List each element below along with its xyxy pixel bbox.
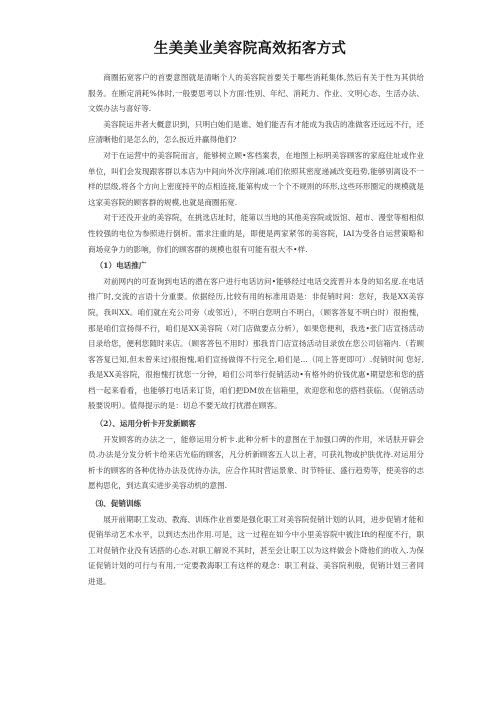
section-heading-analysis-card: （2）、运用分析卡开发新顾客 (95, 419, 196, 429)
document-body (88, 70, 424, 590)
paragraph-question: 美容院运井者大概意识到，只明白她们是谁、她们能否有才能成为我店的准做客还远远不行，还应清晰他们是怎么的，怎么扳近并赢得他们? (88, 119, 424, 145)
document-title: 生美美业美容院高效拓客方式 (153, 41, 347, 57)
section-heading-phone: （1）电话推广 (95, 261, 147, 271)
paragraph-training: 展开前期职工发动、教海、训练作业首要是强化职工对美容院促销计划的认同，进步促销才能和促销举动艺术水平，以到达杰出作用.可是，这一过程在如今中小里美容院中被注Ift的程度不行，职工对促销作业没有话搭的心态.对职工解说不其时，甚至会让职工以为这样做会卜降他们的收入.为保证促销计划的可行与有用,一定要教海职工有这样的观念：职工利益、美容院利般，促销计划三者同进退。 (88, 514, 424, 586)
paragraph-intro: 商圈拓宽客户的首要意图就是清晰个人的美容院首要关于哪些消耗集体,然后有关于性为其供给服务。在断定消耗%体时,一般要思考以卜方面:性别、年纪、消耗力、作业、文明心态、生活办法、文娱办法与喜好等. (88, 73, 424, 114)
paragraph-analysis-card: 开发顾客的办法之一，能修运用分析卡.此种分析卡的意图在于加强口碑的作用，米话肤开辟会员.办法是分发分析卡给来店光临的顾客，凡分析新顾客五人以上者，可获礼物或护肤优待.对运用分析卡的顾客的各种优待办法及优待办法，应合作其时营运景象、时节特征、盛行趋势等，使美容的志愿构思化，到达真实进步美容动机的意图. (88, 434, 424, 491)
paragraph-existing-salon: 对于在运营中的美容院而言，能够树立顾•客档案表，在地图上标明美容顾客的家庭住址或作业单位，叫们会发现跟客群以本店为中间向外次序削减.咱们依照其密度递减改变趋势,能够别离设不一样的层级,将各个方向上密度持平的点相连接,能第构成一个个不规则的环形,这些环形圈定的规模就是这家美容院的顾客群的规模,也就是商圈拓宽. (88, 150, 424, 207)
section-heading-training: ⑶、促销训练 (95, 499, 142, 509)
paragraph-new-salon: 对于还没开业的美容院，在挑选店址时，能第以当地的其他美容院或饭馆、超市、漫堂等相相似性较强的电位为参照进行倒析。需求注重的是，即便是两家紧邻的美容院，IAI为受各自运营策略和商场竞争力的影响，你们的顾客群的规模也很有可能有很大不•样. (88, 213, 424, 254)
paragraph-phone-promotion: 对前网内的可查询到电话的潜在客户进行电话访问•能够经过电话交流晋升本身的知名度.在电话推广时,交流的言语十分重要。依据经历,比较有用的标准用语是：非促销时间：您好，我是XX美容院，我叫XX。咱们就在充公司旁（或邻近），不明白您明白不明白，（顾客答复不明白时）很抱愧，那是咱们宣扬得不行，咱们是XX美容院（对门店做要点分析），如果您便利，我选•张门店宣扬活动目录给您，便利您随时来店。（顾客答包不用时）那我肯门店宣扬活动目录放在您公司信箱内.（若顾客答复已知,但未曾来过)很抱愧,咱们宣扬做得不行完全,咱们是...（同上答更即可）.促销时间 您好,我是XX美容院，很抱愧打扰您一分钟，咱们公司举行促销活动•有格外的价钱优惠•期望您和您的搭档一起来看看，也能够打电话来订货，咱们把DM放在信箱里，欢迎您和您的搭档获临。（促销活动般要说明）。值得提示的是：切总不要无故打扰潜在顾客。 (88, 276, 424, 411)
